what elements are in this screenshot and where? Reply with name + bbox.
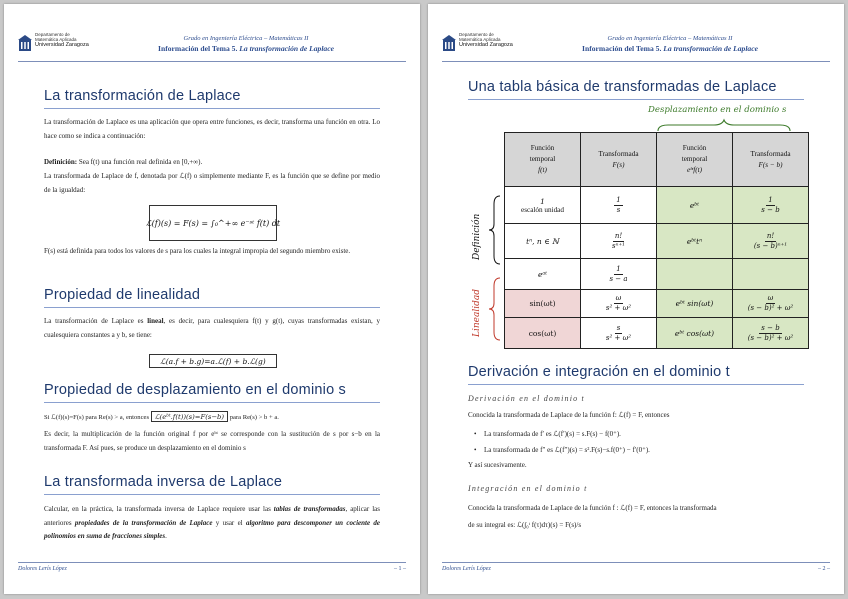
cell-G [733, 259, 809, 290]
inverse-paragraph [44, 503, 380, 544]
course-subtitle: Grado en Ingeniería Eléctrica – Matemáticas II [607, 35, 733, 42]
footer-author: Dolores Lerís López [442, 566, 491, 572]
logo-text [459, 32, 513, 49]
header-line: f(t) [538, 166, 547, 174]
section-divider [44, 402, 380, 403]
numerator: 1 [616, 264, 621, 273]
section-title-linearity: Propiedad de linealidad [44, 287, 201, 303]
cell-g [657, 259, 733, 290]
inverse-bold-1: tablas de transformadas [273, 505, 346, 513]
topic-prefix: Información del Tema 5. [582, 44, 662, 53]
cell-text: sin(ωt) [529, 299, 556, 308]
fraction [761, 196, 779, 215]
cell-F [581, 318, 657, 349]
col-header-f [505, 133, 581, 187]
page-number: – 2 – [818, 566, 830, 572]
cell-text: 1 [540, 196, 545, 206]
fraction [606, 294, 631, 313]
inverse-text-b: , aplicar las anteriores [44, 505, 380, 527]
header-titles [116, 34, 376, 54]
denominator: s [616, 205, 621, 214]
header-divider [18, 61, 406, 62]
table-row [505, 318, 809, 349]
footer-author: Dolores Lerís López [18, 566, 67, 572]
header-divider [442, 61, 830, 62]
inverse-text-d: . [165, 532, 167, 540]
header-line: temporal [529, 155, 556, 163]
shift-explanation: Es decir, la multiplicación de la función original f por eᵇᵗ se corresponde con la sustitución de s por s−b en la transformada F. Así pues, se produce un desplazamiento en el dominio s [44, 430, 380, 452]
cell-G [733, 187, 809, 224]
page-number: – 1 – [394, 566, 406, 572]
linearity-text-b: , es decir, para cualesquiera f(t) y g(t), cuyas transformadas existan, y cualesquiera constantes a y b, se tiene: [44, 317, 381, 339]
inverse-text-c: y usar el [212, 518, 246, 527]
numerator: s [616, 323, 621, 332]
shift-text-a: Si ℒ(f)(s)=F(s) para Re(s) > a, entonces [44, 414, 150, 421]
cell-G [733, 224, 809, 259]
section-divider [468, 99, 804, 100]
col-header-F [581, 133, 657, 187]
numerator: s − b [761, 323, 780, 332]
cell-g [657, 318, 733, 349]
numerator: 1 [768, 195, 773, 204]
header-line: Función [682, 144, 707, 152]
numerator: ω [767, 294, 774, 302]
numerator: n! [766, 231, 775, 240]
cell-text: eᵇᵗ cos(ωt) [674, 328, 715, 338]
fraction [612, 232, 625, 251]
topic-name: La transformación de Laplace [663, 44, 758, 53]
inverse-bold-2: propiedades de la transformación de Laplace [74, 518, 213, 527]
cell-g [657, 290, 733, 318]
page-1 [4, 4, 420, 594]
cell-g [657, 224, 733, 259]
numerator: 1 [616, 195, 621, 204]
denominator: s² + ω² [605, 304, 632, 312]
fraction [614, 196, 622, 215]
logo-university: Universidad Zaragoza [35, 42, 89, 49]
cell-text: tⁿ, n ∈ ℕ [526, 236, 559, 246]
page-footer [442, 562, 830, 574]
page-header [18, 16, 406, 60]
existence-paragraph: F(s) está definida para todos los valores de s para los cuales la integral impropia del segundo miembro existe. [44, 247, 351, 255]
cell-text: escalón unidad [521, 205, 564, 214]
denominator: s − b [761, 205, 780, 214]
laplace-transform-table [504, 132, 809, 349]
section-divider [44, 108, 380, 109]
cell-f [505, 259, 581, 290]
denominator: s − a [609, 274, 628, 283]
section-title-derivation: Derivación e integración en el dominio t [468, 364, 730, 380]
definition-detail: La transformada de Laplace de f, denotada por ℒ(f) o simplemente mediante F, es la función que se define por medio de la igualdad: [44, 172, 380, 194]
laplace-definition-formula: ℒ(f)(s) = F(s) = ∫₀^+∞ e⁻ˢᵗ f(t) dt [149, 205, 277, 241]
fraction [609, 265, 627, 284]
shift-domain-label: Desplazamiento en el dominio s [648, 105, 787, 115]
university-logo [18, 32, 88, 58]
cell-F [581, 290, 657, 318]
cell-F [581, 224, 657, 259]
inverse-bold-3: algoritmo para descomponer un cociente de polinomios en suma de fracciones simples [44, 518, 380, 540]
section-title-laplace: La transformación de Laplace [44, 88, 241, 104]
table-row [505, 259, 809, 290]
header-line: F(s − b) [758, 160, 783, 169]
linearity-bold: lineal [147, 317, 164, 325]
integration-formula: de su integral es: ℒ(∫₀ᵗ f(τ)dτ)(s) = F(s)/s [468, 521, 582, 529]
topic-prefix: Información del Tema 5. [158, 44, 238, 53]
cell-g [657, 187, 733, 224]
intro-paragraph: La transformación de Laplace es una aplicación que opera entre funciones, es decir, transforma una función en otra. Lo hace como se indica a continuación: [44, 118, 380, 140]
cell-G [733, 290, 809, 318]
fraction [748, 294, 794, 313]
cell-G [733, 318, 809, 349]
cell-F [581, 187, 657, 224]
page-footer [18, 562, 406, 574]
section-title-shift: Propiedad de desplazamiento en el dominio s [44, 382, 347, 398]
header-line: eᵇᵗf(t) [686, 166, 703, 174]
header-titles [540, 34, 800, 54]
table-row [505, 187, 809, 224]
table-header-row [505, 133, 809, 187]
definition-brace-icon [486, 194, 502, 266]
denominator: s² + ω² [605, 333, 632, 342]
topic-title [540, 43, 800, 54]
cell-f [505, 290, 581, 318]
topic-title [116, 43, 376, 54]
linearity-brace-icon [486, 276, 502, 342]
side-label-definition: Definición [472, 213, 482, 260]
linearity-text-a: La transformación de Laplace es [44, 317, 148, 325]
fraction [754, 232, 787, 251]
inverse-text-a: Calcular, en la práctica, la transformada inversa de Laplace requiere usar las [44, 505, 274, 513]
subsection-integration: Integración en el dominio t [468, 484, 588, 493]
cell-F [581, 259, 657, 290]
section-divider [468, 384, 804, 385]
page-2 [428, 4, 844, 594]
cell-text: eᵇᵗ sin(ωt) [675, 299, 714, 308]
side-label-linearity: Linealidad [472, 289, 482, 337]
header-line: temporal [681, 155, 708, 163]
building-icon [18, 34, 32, 52]
logo-line-1: Departamento de [459, 32, 494, 37]
section-title-table: Una tabla básica de transformadas de Laplace [468, 79, 777, 95]
fraction [606, 324, 631, 343]
logo-line-2: Matemática Aplicada [459, 37, 501, 43]
definition-paragraph [44, 156, 380, 170]
denominator: (s − b)² + ω² [747, 333, 794, 342]
header-line: F(s) [612, 160, 625, 169]
logo-line-1: Departamento de [35, 32, 70, 37]
col-header-ebt-f [657, 133, 733, 187]
shift-formula: ℒ(eᵇᵗ.f(t))(s)=F(s−b) [151, 411, 228, 422]
cell-text: eᵇᵗtⁿ [686, 236, 703, 246]
integration-paragraph: Conocida la transformada de Laplace de la función f : ℒ(f) = F, entonces la transformada [468, 504, 717, 512]
definition-text: Sea f(t) una función real definida en [0,+∞). [77, 158, 203, 166]
section-divider [44, 307, 380, 308]
header-line: Transformada [598, 149, 639, 158]
numerator: n! [614, 231, 623, 240]
logo-text [35, 32, 89, 49]
derivation-paragraph: Conocida la transformada de Laplace de la función f: ℒ(f) = F, entonces [468, 411, 670, 419]
section-divider [44, 494, 380, 495]
university-logo [442, 32, 512, 58]
successive-paragraph: Y así sucesivamente. [468, 461, 527, 469]
denominator: (s − b)² + ω² [747, 304, 794, 312]
header-line: Transformada [750, 149, 791, 158]
logo-university: Universidad Zaragoza [459, 42, 513, 49]
table-row [505, 224, 809, 259]
cell-text: eᵇᵗ [689, 200, 700, 210]
derivation-bullet-2: • La transformada de f″ es ℒ(f″)(s) = s².F(s)−s.f(0⁺) − f′(0⁺). [484, 444, 650, 456]
section-title-inverse: La transformada inversa de Laplace [44, 474, 283, 490]
table-row [505, 290, 809, 318]
numerator: ω [615, 294, 622, 302]
linearity-paragraph [44, 315, 380, 342]
derivation-bullet-1: • La transformada de f′ es ℒ(f′)(s) = s.F(s) − f(0⁺). [484, 428, 621, 440]
cell-f [505, 224, 581, 259]
definition-label: Definición: [44, 158, 78, 166]
logo-line-2: Matemática Aplicada [35, 37, 77, 43]
topic-name: La transformación de Laplace [239, 44, 334, 53]
cell-text: eᵃᵗ [537, 269, 548, 279]
cell-text: cos(ωt) [528, 328, 557, 338]
shift-paragraph [44, 411, 380, 425]
shift-text-b: para Re(s) > b + a. [229, 414, 279, 421]
subsection-derivation: Derivación en el dominio t [468, 394, 585, 403]
course-subtitle: Grado en Ingeniería Eléctrica – Matemáticas II [183, 35, 309, 42]
page-header [442, 16, 830, 60]
denominator: (s − b)ⁿ⁺¹ [753, 241, 788, 250]
col-header-F-shift [733, 133, 809, 187]
denominator: sⁿ⁺¹ [612, 241, 625, 250]
header-line: Función [530, 144, 555, 152]
linearity-formula: ℒ(a.f + b.g)=a.ℒ(f) + b.ℒ(g) [149, 354, 277, 368]
cell-f [505, 187, 581, 224]
fraction [748, 324, 794, 343]
building-icon [442, 34, 456, 52]
cell-f [505, 318, 581, 349]
